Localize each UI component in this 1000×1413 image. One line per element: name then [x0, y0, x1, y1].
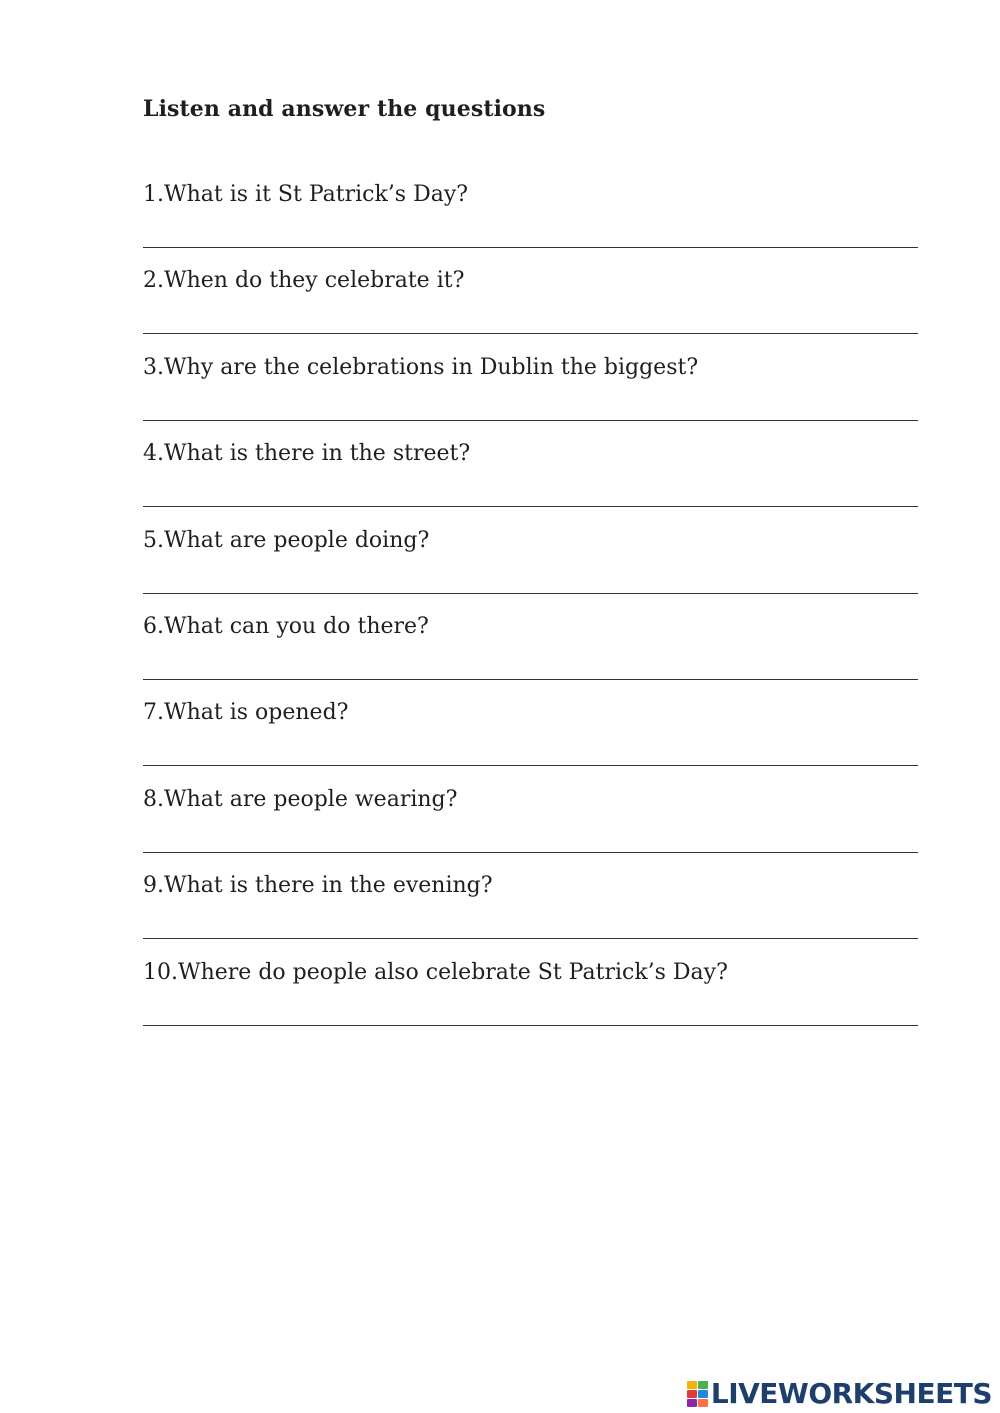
logo-square — [687, 1390, 697, 1398]
logo-square — [698, 1399, 708, 1407]
answer-line[interactable] — [143, 333, 918, 334]
logo-square — [698, 1381, 708, 1389]
question-text: 4.What is there in the street? — [143, 441, 471, 467]
question-item — [143, 612, 918, 698]
question-text: 8.What are people wearing? — [143, 786, 458, 812]
question-item — [143, 180, 918, 266]
liveworksheets-logo-icon — [687, 1381, 708, 1407]
answer-line[interactable] — [143, 938, 918, 939]
question-list — [143, 180, 918, 1044]
question-text: 9.What is there in the evening? — [143, 873, 493, 899]
question-text: 10.Where do people also celebrate St Patrick’s Day? — [143, 959, 728, 985]
answer-line[interactable] — [143, 852, 918, 853]
question-item — [143, 958, 918, 1044]
question-item — [143, 785, 918, 871]
question-item — [143, 439, 918, 525]
answer-line[interactable] — [143, 506, 918, 507]
answer-line[interactable] — [143, 593, 918, 594]
answer-line[interactable] — [143, 765, 918, 766]
question-text: 7.What is opened? — [143, 700, 349, 726]
question-item — [143, 266, 918, 352]
question-text: 5.What are people doing? — [143, 527, 430, 553]
answer-line[interactable] — [143, 247, 918, 248]
answer-line[interactable] — [143, 1025, 918, 1026]
liveworksheets-logo[interactable] — [687, 1379, 992, 1409]
logo-square — [687, 1399, 697, 1407]
logo-square — [687, 1381, 697, 1389]
question-item — [143, 353, 918, 439]
question-text: 1.What is it St Patrick’s Day? — [143, 182, 469, 207]
logo-square — [698, 1390, 708, 1398]
question-text: 3.Why are the celebrations in Dublin the biggest? — [143, 354, 699, 380]
question-text: 2.When do they celebrate it? — [143, 268, 465, 294]
question-item — [143, 526, 918, 612]
worksheet-title: Listen and answer the questions — [143, 96, 546, 122]
answer-line[interactable] — [143, 420, 918, 421]
question-item — [143, 698, 918, 784]
logo-text: LIVEWORKSHEETS — [710, 1377, 992, 1410]
answer-line[interactable] — [143, 679, 918, 680]
question-item — [143, 871, 918, 957]
question-text: 6.What can you do there? — [143, 613, 429, 639]
